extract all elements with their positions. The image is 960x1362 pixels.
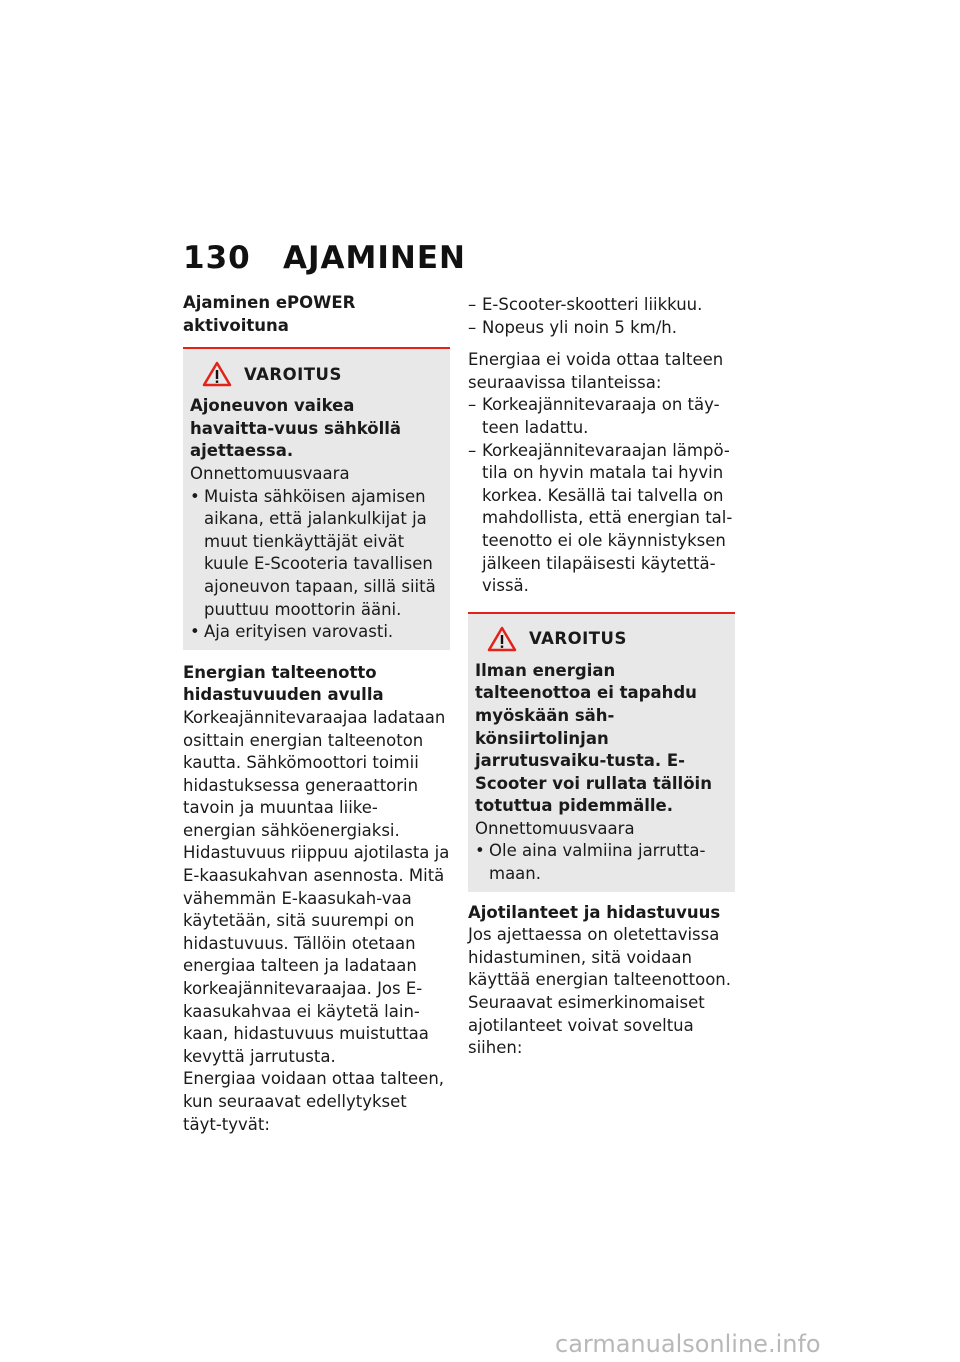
bullet-text: Aja erityisen varovasti. xyxy=(204,622,394,642)
no-recovery-item xyxy=(468,394,735,439)
bullet-mark: • xyxy=(475,841,485,861)
page-number: 130 xyxy=(183,240,251,276)
section-title-situations: Ajotilanteet ja hidastuvuus xyxy=(468,902,721,922)
paragraph: Hidastuvuus riippuu ajotilasta ja E-kaasukahvan asennosta. Mitä vähemmän E-kaasukah-vaa käytetään, sitä suurempi on hidastuvuus. Tällöin otetaan energiaa talteen ja ladataan korkeajännitevaraajaa. Jos E-kaasukahvaa ei käytetä lain-kaan, hidastuvuus muistuttaa kevyttä jarrutusta. xyxy=(183,843,450,1066)
chapter-title: AJAMINEN xyxy=(283,240,466,276)
condition-item xyxy=(468,317,735,340)
warning-risk: Onnettomuusvaara xyxy=(475,818,635,838)
warning-title: VAROITUS xyxy=(244,364,342,384)
paragraph: Energiaa voidaan ottaa talteen, kun seuraavat edellytykset täyt-tyvät: xyxy=(183,1069,445,1134)
warning-header xyxy=(487,626,729,652)
bullet-text: Ole aina valmiina jarrutta-maan. xyxy=(489,841,706,884)
warning-bold-text: Ilman energian talteenottoa ei tapahdu myöskään säh-könsiirtolinjan jarrutusvaiku-tusta. E-Scooter voi rullata tällöin totuttua pidemmälle. xyxy=(475,660,712,816)
bullet-mark: • xyxy=(190,622,200,642)
warning-bullet xyxy=(475,840,729,885)
no-recovery-text: Korkeajännitevaraaja on täy-teen ladattu. xyxy=(482,395,720,437)
condition-text: Nopeus yli noin 5 km/h. xyxy=(482,317,678,337)
left-column xyxy=(183,292,450,1136)
warning-bold-text: Ajoneuvon vaikea havaitta-vuus sähköllä ajettaessa. xyxy=(190,396,402,461)
paragraph: Korkeajännitevaraajaa ladataan osittain energian talteenoton kautta. Sähkömoottori toimii hidastuksessa generaattorin tavoin ja muuntaa liike-energian sähköenergiaksi. xyxy=(183,707,446,840)
dash-mark: – xyxy=(468,317,477,337)
warning-risk: Onnettomuusvaara xyxy=(190,463,350,483)
warning-title: VAROITUS xyxy=(529,629,627,649)
paragraph: Jos ajettaessa on oletettavissa hidastuminen, sitä voidaan käyttää energian talteenottoon. Seuraavat esimerkinomaiset ajotilanteet voivat soveltua siihen: xyxy=(468,925,731,1058)
warning-triangle-icon xyxy=(202,361,232,387)
dash-mark: – xyxy=(468,440,477,460)
no-recovery-item xyxy=(468,440,735,598)
warning-bullet xyxy=(190,621,444,644)
right-column xyxy=(468,294,735,1060)
bullet-mark: • xyxy=(190,486,200,506)
condition-text: E-Scooter-skootteri liikkuu. xyxy=(482,295,703,314)
warning-bullet xyxy=(190,486,444,622)
no-recovery-intro: Energiaa ei voida ottaa talteen seuraavissa tilanteissa: xyxy=(468,350,724,392)
warning-box-1 xyxy=(183,347,450,650)
warning-header xyxy=(202,361,444,387)
warning-triangle-icon xyxy=(487,626,517,652)
page-header xyxy=(183,240,466,276)
bullet-text: Muista sähköisen ajamisen aikana, että jalankulkijat ja muut tienkäyttäjät eivät kuule E-Scooteria tavallisen ajoneuvon tapaan, sillä siitä puuttuu moottorin ääni. xyxy=(204,486,436,619)
dash-mark: – xyxy=(468,295,477,314)
section-title-recovery: Energian talteenotto hidastuvuuden avulla xyxy=(183,662,384,705)
watermark-text: carmanualsonline.info xyxy=(555,1330,821,1358)
warning-box-2 xyxy=(468,612,735,892)
dash-mark: – xyxy=(468,395,477,415)
section-title-epower: Ajaminen ePOWER aktivoituna xyxy=(183,293,356,335)
no-recovery-text: Korkeajännitevaraajan lämpö-tila on hyvin matala tai hyvin korkea. Kesällä tai talvella on mahdollista, että energian tal-teenotto ei ole käynnistyksen jälkeen tilapäisesti käytettä-vissä. xyxy=(482,440,733,596)
condition-item xyxy=(468,294,735,317)
